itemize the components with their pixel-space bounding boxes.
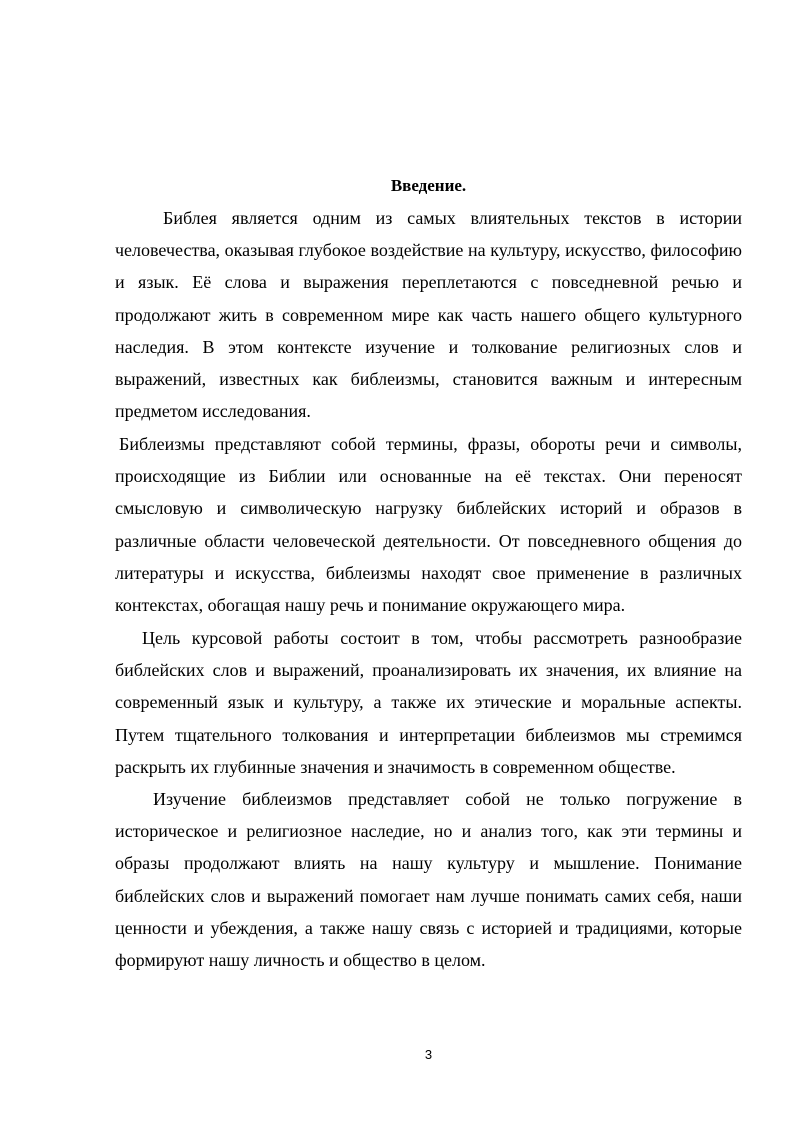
section-title: Введение. — [390, 176, 467, 195]
paragraph-intro: Библея является одним из самых влиятельных текстов в истории человечества, оказывая глубокое воздействие на культуру, искусство, философию и язык. Её слова и выражения переплетаются с повседневной речью и продолжают жить в современном мире как часть нашего общего культурного наследия. В этом контексте изучение и толкование религиозных слов и выражений, известных как библеизмы, становится важным и интересным предметом исследования. — [115, 208, 742, 422]
paragraph-goal: Цель курсовой работы состоит в том, чтобы рассмотреть разнообразие библейских слов и выражений, проанализировать их значения, их влияние на современный язык и культуру, а также их этические и моральные аспекты. Путем тщательного толкования и интерпретации библеизмов мы стремимся раскрыть их глубинные значения и значимость в современном обществе. — [115, 628, 742, 777]
paragraph-study-significance: Изучение библеизмов представляет собой не только погружение в историческое и религиозное наследие, но и анализ того, как эти термины и образы продолжают влиять на нашу культуру и мышление. Понимание библейских слов и выражений помогает нам лучше понимать самих себя, наши ценности и убеждения, а также нашу связь с историей и традициями, которые формируют нашу личность и общество в целом. — [115, 789, 742, 971]
paragraph-biblicisms-definition: Библеизмы представляют собой термины, фразы, обороты речи и символы, происходящие из Библии или основанные на её текстах. Они переносят смысловую и символическую нагрузку библейских историй и образов в различные области человеческой деятельности. От повседневного общения до литературы и искусства, библеизмы находят свое применение в различных контекстах, обогащая нашу речь и понимание окружающего мира. — [115, 434, 742, 616]
page-number: 3 — [424, 1047, 433, 1062]
